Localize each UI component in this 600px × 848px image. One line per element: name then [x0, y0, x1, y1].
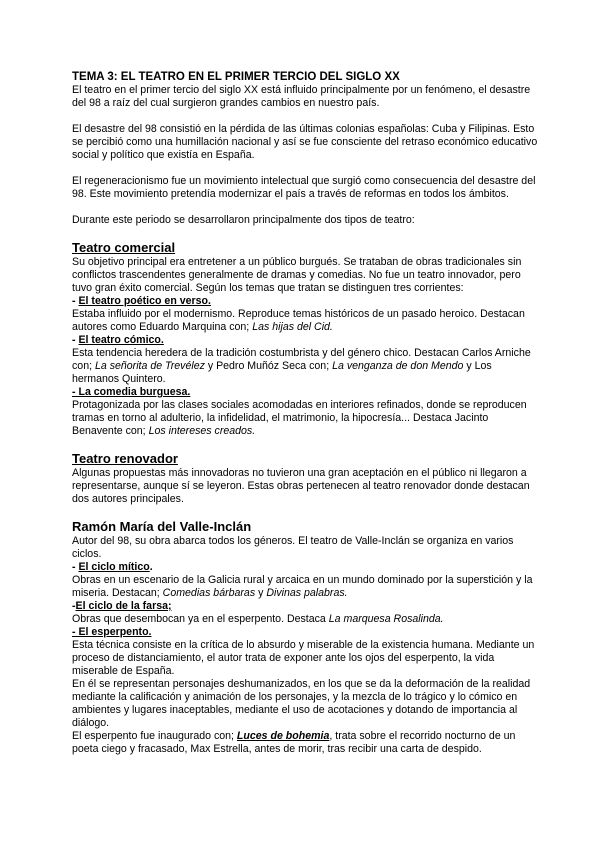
work-title: La señorita de Trevélez [94, 360, 205, 372]
renovador-paragraph: Algunas propuestas más innovadoras no tuvieron una gran aceptación en el público ni llegaron a representarse, aunque sí se leyeron. Estas obras pertenecen al teatro renovador donde destacan dos autores principales. [72, 467, 530, 505]
valle-intro: Autor del 98, su obra abarca todos los géneros. El teatro de Valle-Inclán se organiza en varios ciclos. [72, 535, 514, 560]
work-title: Divinas palabras. [266, 587, 348, 599]
heading-teatro-renovador: Teatro renovador [72, 451, 178, 466]
comico-paragraph: Esta tendencia heredera de la tradición costumbrista y del género chico. Destacan Carlos Arniche con; La señorita de Trevélez y Pedro Muñóz Seca con; La venganza de don Mendo y Los hermanos Quintero. [72, 347, 531, 385]
subheading-teatro-comico: - El teatro cómico. [72, 334, 164, 346]
intro-paragraph-2: El desastre del 98 consistió en la pérdida de las últimas colonias españolas: Cuba y Filipinas. Esto se percibió como una humillación nacional y así se fue consciente del retraso económico educativo social y político que existía en España. [72, 123, 538, 161]
intro-paragraph-3: El regeneracionismo fue un movimiento intelectual que surgió como consecuencia del desastre del 98. Este movimiento pretendía modernizar el país a través de reformas en todos los ámbitos. [72, 175, 536, 200]
work-title: Los intereses creados. [148, 425, 256, 437]
subheading-ciclo-farsa: -El ciclo de la farsa; [72, 600, 172, 612]
subheading-ciclo-mitico: - El ciclo mítico. [72, 561, 153, 573]
poetico-paragraph: Estaba influido por el modernismo. Reproduce temas históricos de un pasado heroico. Destacan autores como Eduardo Marquina con; Las hijas del Cid. [72, 308, 525, 333]
subheading-teatro-poetico: - El teatro poético en verso. [72, 295, 211, 307]
intro-paragraph-4: Durante este periodo se desarrollaron principalmente dos tipos de teatro: [72, 214, 415, 226]
subheading-esperpento: - El esperpento. [72, 626, 152, 638]
mitico-paragraph: Obras en un escenario de la Galicia rural y arcaica en un mundo dominado por la superstición y la miseria. Destacan; Comedias bárbaras y Divinas palabras. [72, 574, 533, 599]
document-title: TEMA 3: EL TEATRO EN EL PRIMER TERCIO DEL SIGLO XX [72, 71, 400, 83]
burguesa-paragraph: Protagonizada por las clases sociales acomodadas en interiores refinados, donde se reproducen tramas en torno al adulterio, la infidelidad, el matrimonio, la hipocresía... Destaca Jacinto Benavente con; Los intereses creados. [72, 399, 527, 437]
esperpento-paragraph-1: Esta técnica consiste en la crítica de lo absurdo y miserable de la existencia humana. Mediante un proceso de distanciamiento, el autor trata de exponer ante los ojos del esperpento, la vida miserable de España. [72, 639, 535, 677]
work-title: Luces de bohemia [236, 730, 330, 742]
esperpento-paragraph-3: El esperpento fue inaugurado con; Luces de bohemia, trata sobre el recorrido nocturno de un poeta ciego y fracasado, Max Estrella, antes de morir, tras recibir una carta de despido. [72, 730, 516, 755]
intro-paragraph-1: El teatro en el primer tercio del siglo XX está influido principalmente por un fenómeno, el desastre del 98 a raíz del cual surgieron grandes cambios en nuestro país. [72, 84, 531, 109]
comercial-intro: Su objetivo principal era entretener a un público burgués. Se trataban de obras tradicionales sin conflictos trascendentes generalmente de dramas y comedias. No fue un teatro innovador, pero tuvo gran éxito comercial. Según los temas que tratan se distinguen tres corrientes: [72, 256, 522, 294]
esperpento-paragraph-2: En él se representan personajes deshumanizados, en los que se da la deformación de la realidad mediante la calificación y animación de los personajes, y la mezcla de lo trágico y lo cómico en ambientes y lugares inaceptables, mediante el uso de acotaciones y dotando de importancia al diálogo. [72, 678, 531, 729]
work-title: Comedias bárbaras [162, 587, 256, 599]
work-title: La venganza de don Mendo [332, 360, 464, 372]
work-title: Las hijas del Cid. [252, 321, 333, 333]
farsa-paragraph: Obras que desembocan ya en el esperpento. Destaca La marquesa Rosalinda. [72, 613, 444, 625]
heading-teatro-comercial: Teatro comercial [72, 240, 176, 255]
subheading-comedia-burguesa: - La comedia burguesa. [72, 386, 191, 398]
work-title: La marquesa Rosalinda. [328, 613, 444, 625]
heading-valle-inclan: Ramón María del Valle-Inclán [72, 519, 252, 534]
